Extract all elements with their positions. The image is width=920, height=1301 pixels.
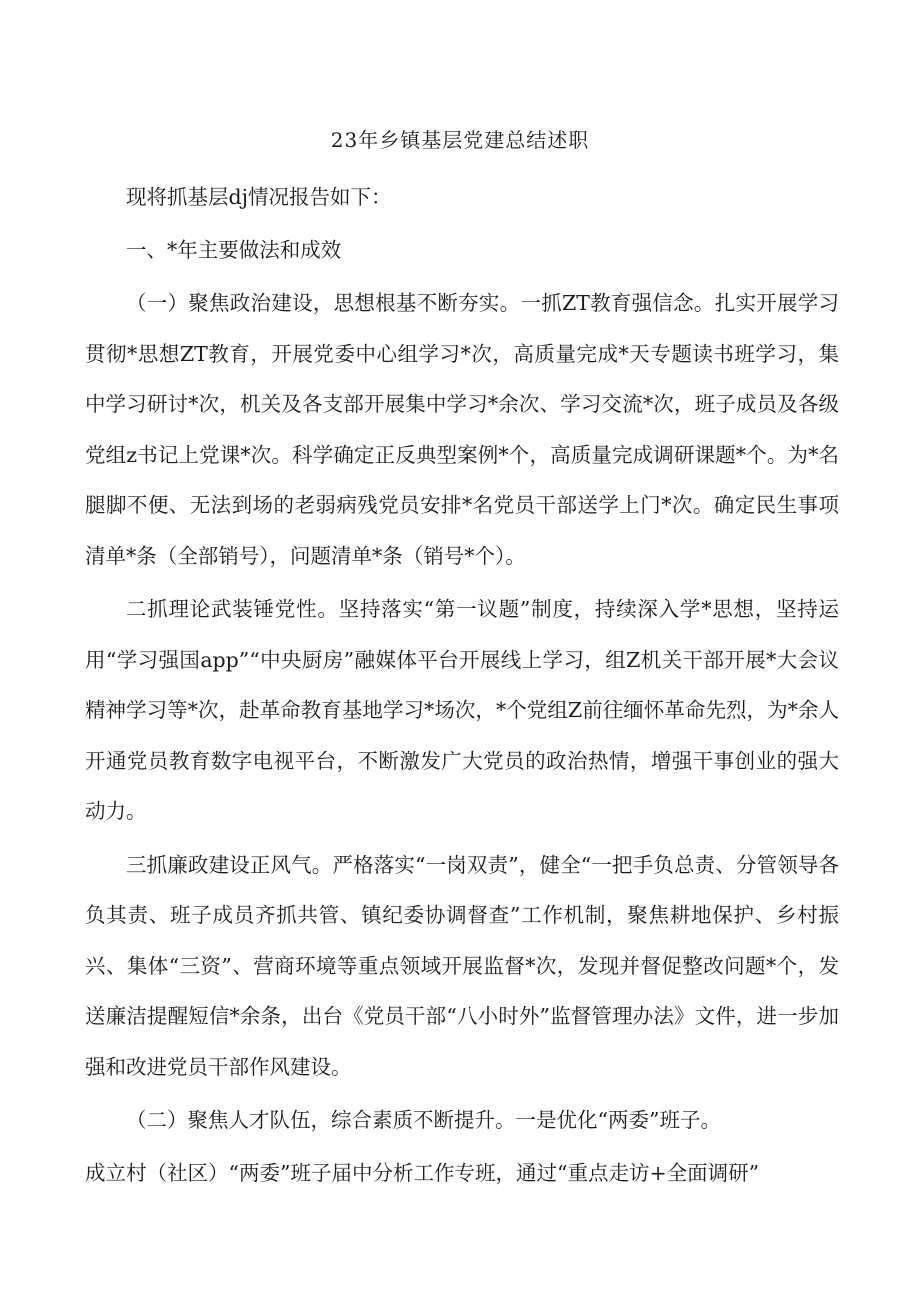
section-heading: 一、*年主要做法和成效 xyxy=(126,237,342,262)
paragraph-talent-team: （二）聚焦人才队伍，综合素质不断提升。一是优化“两委”班子。 xyxy=(126,1108,721,1132)
document-title: 23年乡镇基层党建总结述职 xyxy=(330,128,590,152)
paragraph-theory-arming: 二抓理论武装锤党性。坚持落实“第一议题”制度，持续深入学*思想，坚持运用“学习强国app”“中央厨房”融媒体平台开展线上学习，组Z机关干部开展*大会议精神学习等*次，赴革命教育基地学习*场次，*个党组Z前往缅怀革命先烈，为*余人开通党员教育数字电视平台，不断激发广大党员的政治热情，增强干事创业的强大动力。 xyxy=(85,597,839,823)
paragraph-political-building: （一）聚焦政治建设，思想根基不断夯实。一抓ZT教育强信念。扎实开展学习贯彻*思想ZT教育，开展党委中心组学习*次，高质量完成*天专题读书班学习，集中学习研讨*次，机关及各支部开展集中学习*余次、学习交流*次，班子成员及各级党组z书记上党课*次。科学确定正反典型案例*个，高质量完成调研课题*个。为*名腿脚不便、无法到场的老弱病残党员安排*名党员干部送学上门*次。确定民生事项清单*条（全部销号），问题清单*条（销号*个）。 xyxy=(85,291,839,568)
document-body xyxy=(85,172,839,1200)
paragraph-integrity-building: 三抓廉政建设正风气。严格落实“一岗双责”，健全“一把手负总责、分管领导各负其责、班子成员齐抓共管、镇纪委协调督查”工作机制，聚焦耕地保护、乡村振兴、集体“三资”、营商环境等重点领域开展监督*次，发现并督促整改问题*个，发送廉洁提醒短信*余条，出台《党员干部“八小时外”监督管理办法》文件，进一步加强和改进党员干部作风建设。 xyxy=(85,852,839,1079)
paragraph-committee-analysis: 成立村（社区）“两委”班子届中分析工作专班，通过“重点走访+全面调研” xyxy=(85,1160,760,1185)
paragraph-intro: 现将抓基层dj情况报告如下： xyxy=(126,185,392,209)
